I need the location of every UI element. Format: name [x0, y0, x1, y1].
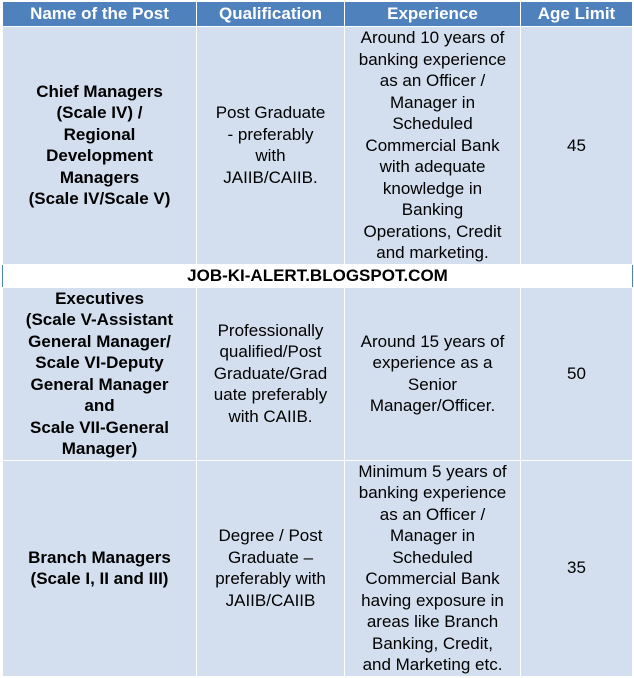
header-row — [3, 2, 633, 27]
table-row — [3, 460, 633, 676]
recruitment-table — [2, 1, 633, 677]
header-experience: Experience — [345, 2, 521, 27]
age-cell: 50 — [521, 287, 633, 460]
post-cell: Executives (Scale V-Assistant General Manager/ Scale VI-Deputy General Manager and Scale VII-General Manager) — [3, 287, 197, 460]
post-cell: Chief Managers (Scale IV) / Regional Development Managers (Scale IV/Scale V) — [3, 27, 197, 265]
header-qualification: Qualification — [197, 2, 345, 27]
experience-cell: Around 15 years of experience as a Senior Manager/Officer. — [345, 287, 521, 460]
blog-banner: JOB-KI-ALERT.BLOGSPOT.COM — [3, 264, 633, 287]
post-cell: Branch Managers (Scale I, II and III) — [3, 460, 197, 676]
qualification-cell: Professionally qualified/Post Graduate/Grad uate preferably with CAIIB. — [197, 287, 345, 460]
age-cell: 35 — [521, 460, 633, 676]
qualification-cell: Post Graduate - preferably with JAIIB/CAIIB. — [197, 27, 345, 265]
experience-cell: Minimum 5 years of banking experience as an Officer / Manager in Scheduled Commercial Bank having exposure in areas like Branch Banking, Credit, and Marketing etc. — [345, 460, 521, 676]
table-row — [3, 287, 633, 460]
experience-cell: Around 10 years of banking experience as an Officer / Manager in Scheduled Commercial Bank with adequate knowledge in Banking Operations, Credit and marketing. — [345, 27, 521, 265]
age-cell: 45 — [521, 27, 633, 265]
qualification-cell: Degree / Post Graduate – preferably with JAIIB/CAIIB — [197, 460, 345, 676]
banner-row — [3, 264, 633, 287]
table-row — [3, 27, 633, 265]
header-age-limit: Age Limit — [521, 2, 633, 27]
header-post: Name of the Post — [3, 2, 197, 27]
